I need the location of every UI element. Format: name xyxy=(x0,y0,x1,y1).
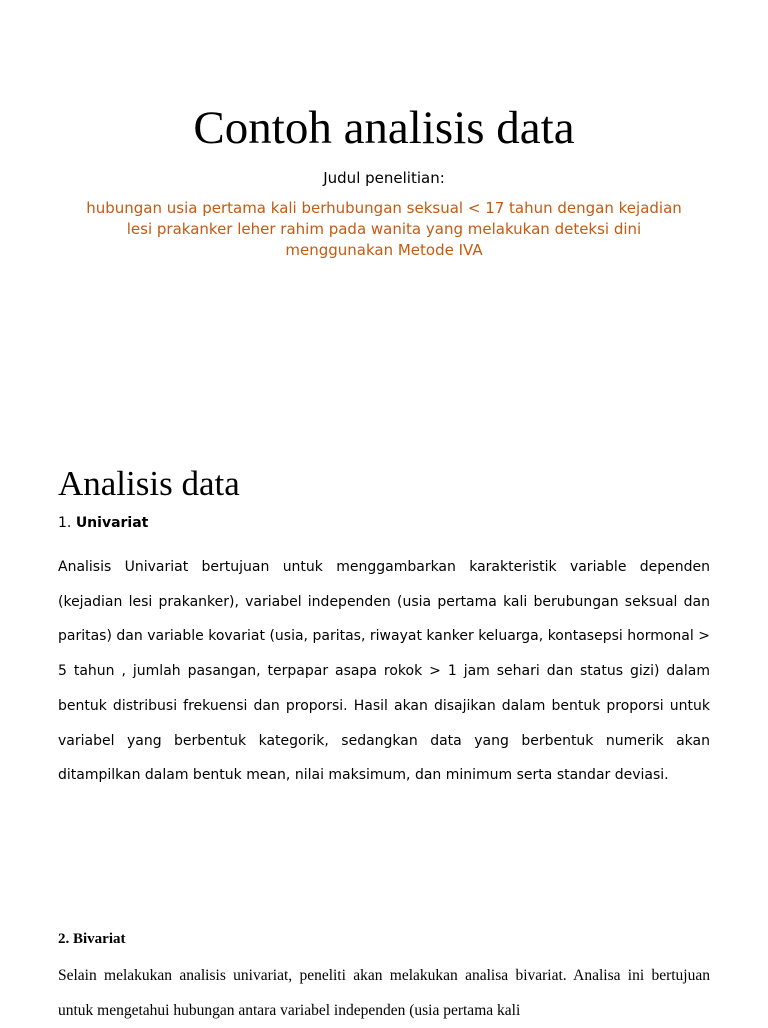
page-title: Contoh analisis data xyxy=(193,102,575,154)
section-heading: Analisis data xyxy=(58,464,240,503)
title-slide xyxy=(0,0,768,440)
research-title: hubungan usia pertama kali berhubungan seksual < 17 tahun dengan kejadian lesi prakanker leher rahim pada wanita yang melakukan deteksi dini menggunakan Metode IVA xyxy=(86,199,682,259)
analysis-slide xyxy=(0,440,768,1024)
bivariat-heading: 2. Bivariat xyxy=(58,931,126,947)
bivariat-description: Selain melakukan analisis univariat, peneliti akan melakukan analisa bivariat. Analisa ini bertujuan untuk mengetahui hubungan antara variabel independen (usia pertama kali xyxy=(58,967,710,1019)
research-title-label: Judul penelitian: xyxy=(323,169,445,187)
univariat-number: 1. xyxy=(58,515,72,531)
univariat-description: Analisis Univariat bertujuan untuk menggambarkan karakteristik variable dependen (kejadian lesi prakanker), variabel independen (usia pertama kali berubungan seksual dan paritas) dan variable kovariat (usia, paritas, riwayat kanker keluarga, kontasepsi hormonal > 5 tahun , jumlah pasangan, terpapar asapa rokok > 1 jam sehari dan status gizi) dalam bentuk distribusi frekuensi dan proporsi. Hasil akan disajikan dalam bentuk proporsi untuk variabel yang berbentuk kategorik, sedangkan data yang berbentuk numerik akan ditampilkan dalam bentuk mean, nilai maksimum, dan minimum serta standar deviasi. xyxy=(58,559,710,784)
univariat-name: Univariat xyxy=(75,515,149,531)
univariat-heading xyxy=(58,512,148,534)
